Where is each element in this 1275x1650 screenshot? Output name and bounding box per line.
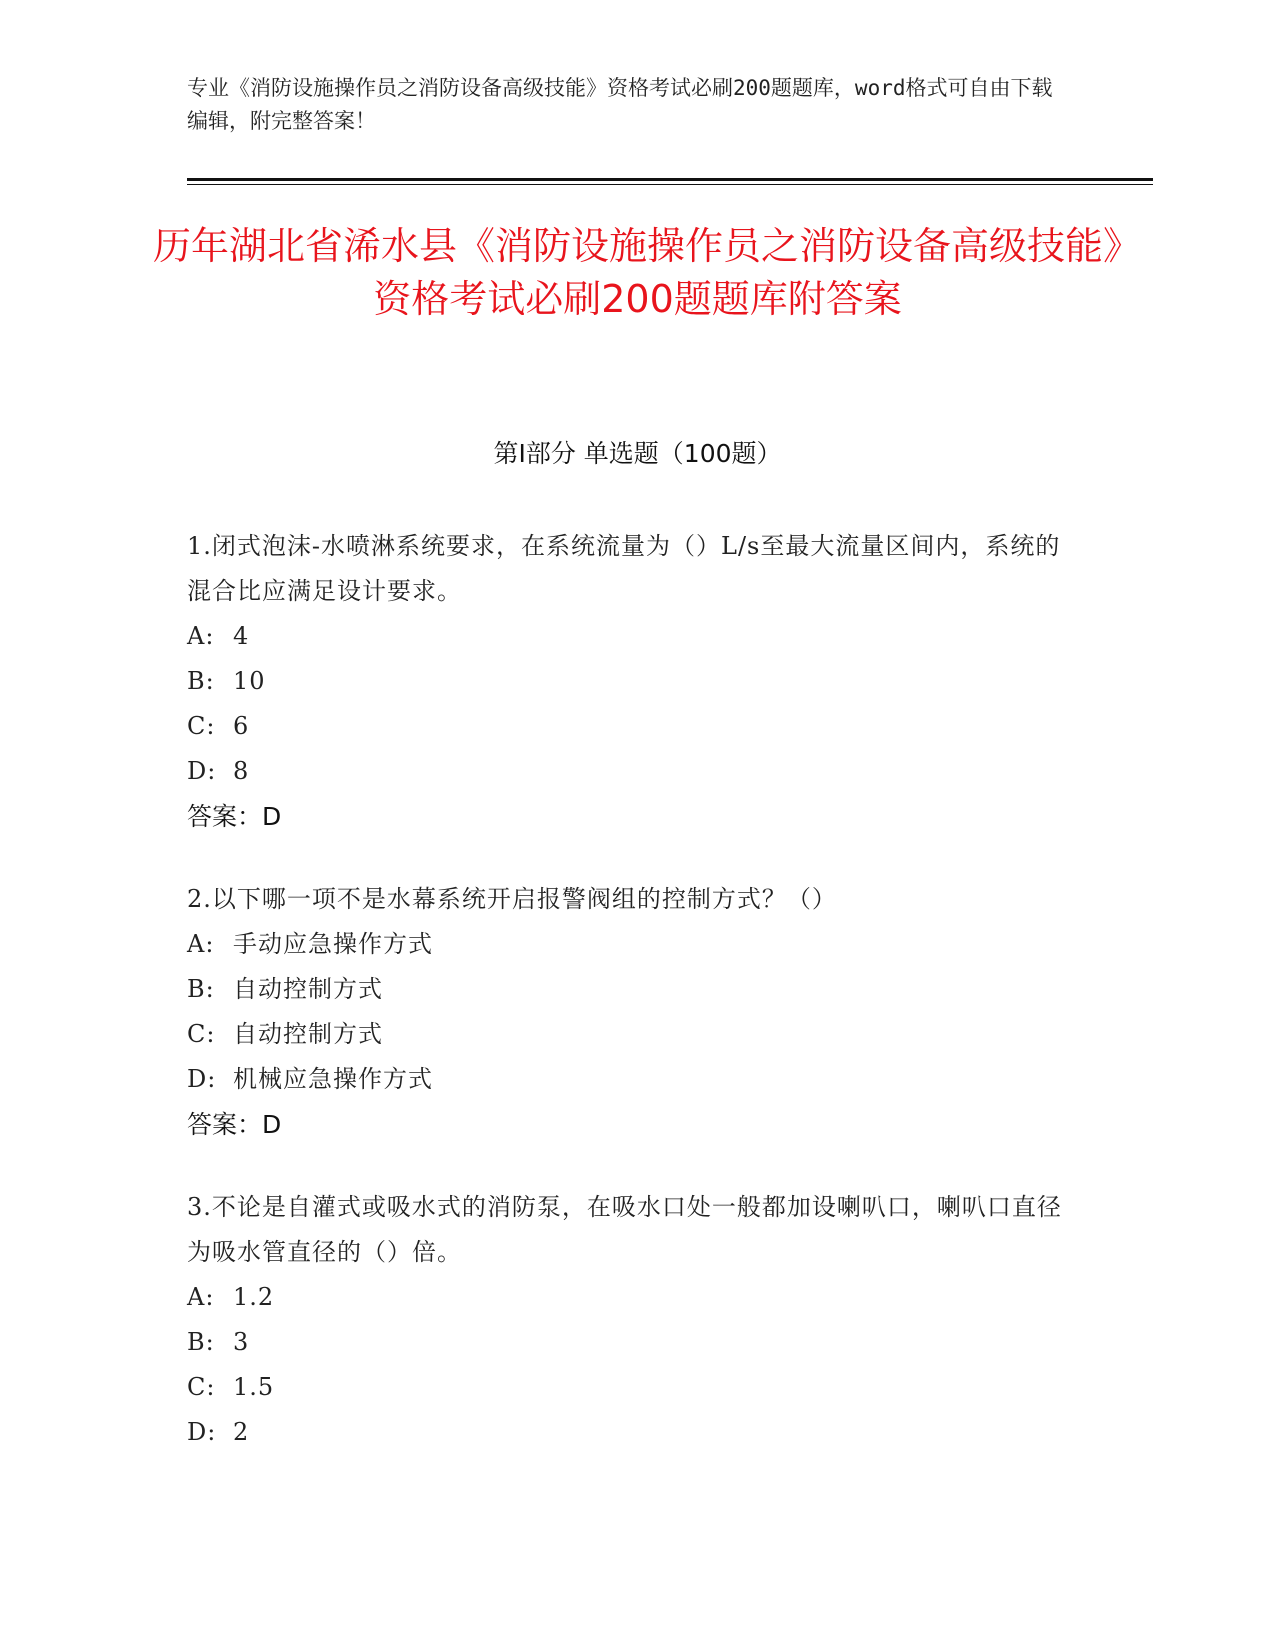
option-text: 机械应急操作方式 [233, 1065, 433, 1093]
option-b [187, 967, 1067, 1012]
option-letter: B: [187, 667, 215, 695]
option-text: 自动控制方式 [233, 975, 383, 1003]
option-letter: C: [187, 1020, 216, 1048]
option-text: 自动控制方式 [233, 1020, 383, 1048]
option-text: 4 [233, 622, 250, 650]
question-1 [187, 524, 1067, 839]
option-text: 6 [233, 712, 250, 740]
question-stem: 3.不论是自灌式或吸水式的消防泵，在吸水口处一般都加设喇叭口，喇叭口直径为吸水管直径的（）倍。 [187, 1193, 1062, 1266]
option-b [187, 1320, 1067, 1365]
option-letter: A: [187, 1283, 215, 1311]
section-title: 第Ⅰ部分 单选题（100题） [493, 439, 782, 468]
question-2 [187, 877, 1067, 1147]
answer-line: 答案：D [187, 802, 282, 831]
option-letter: D: [187, 1418, 217, 1446]
option-text: 10 [233, 667, 266, 695]
option-letter: C: [187, 712, 216, 740]
option-letter: B: [187, 975, 215, 1003]
option-b [187, 659, 1067, 704]
option-text: 1.5 [233, 1373, 275, 1401]
option-letter: B: [187, 1328, 215, 1356]
header-note: 专业《消防设施操作员之消防设备高级技能》资格考试必刷200题题库，word格式可自由下载编辑，附完整答案！ [187, 76, 1053, 133]
option-letter: A: [187, 622, 215, 650]
option-d [187, 1057, 1067, 1102]
option-a [187, 1275, 1067, 1320]
question-3 [187, 1185, 1067, 1455]
option-c [187, 704, 1067, 749]
option-text: 2 [233, 1418, 250, 1446]
option-letter: D: [187, 1065, 217, 1093]
option-c [187, 1012, 1067, 1057]
option-letter: D: [187, 757, 217, 785]
option-text: 3 [233, 1328, 250, 1356]
answer-line: 答案：D [187, 1110, 282, 1139]
option-letter: A: [187, 930, 215, 958]
header-rule-thick [187, 178, 1153, 181]
option-a [187, 614, 1067, 659]
question-list [187, 524, 1067, 1493]
header-rule-thin [187, 184, 1153, 185]
document-title: 历年湖北省浠水县《消防设施操作员之消防设备高级技能》资格考试必刷200题题库附答案 [152, 224, 1122, 321]
question-stem: 1.闭式泡沫-水喷淋系统要求，在系统流量为（）L/s至最大流量区间内，系统的混合比应满足设计要求。 [187, 532, 1061, 605]
option-text: 1.2 [233, 1283, 275, 1311]
option-c [187, 1365, 1067, 1410]
option-letter: C: [187, 1373, 216, 1401]
option-text: 手动应急操作方式 [233, 930, 433, 958]
option-d [187, 1410, 1067, 1455]
option-a [187, 922, 1067, 967]
option-text: 8 [233, 757, 250, 785]
question-stem: 2.以下哪一项不是水幕系统开启报警阀组的控制方式？（） [187, 885, 837, 913]
option-d [187, 749, 1067, 794]
